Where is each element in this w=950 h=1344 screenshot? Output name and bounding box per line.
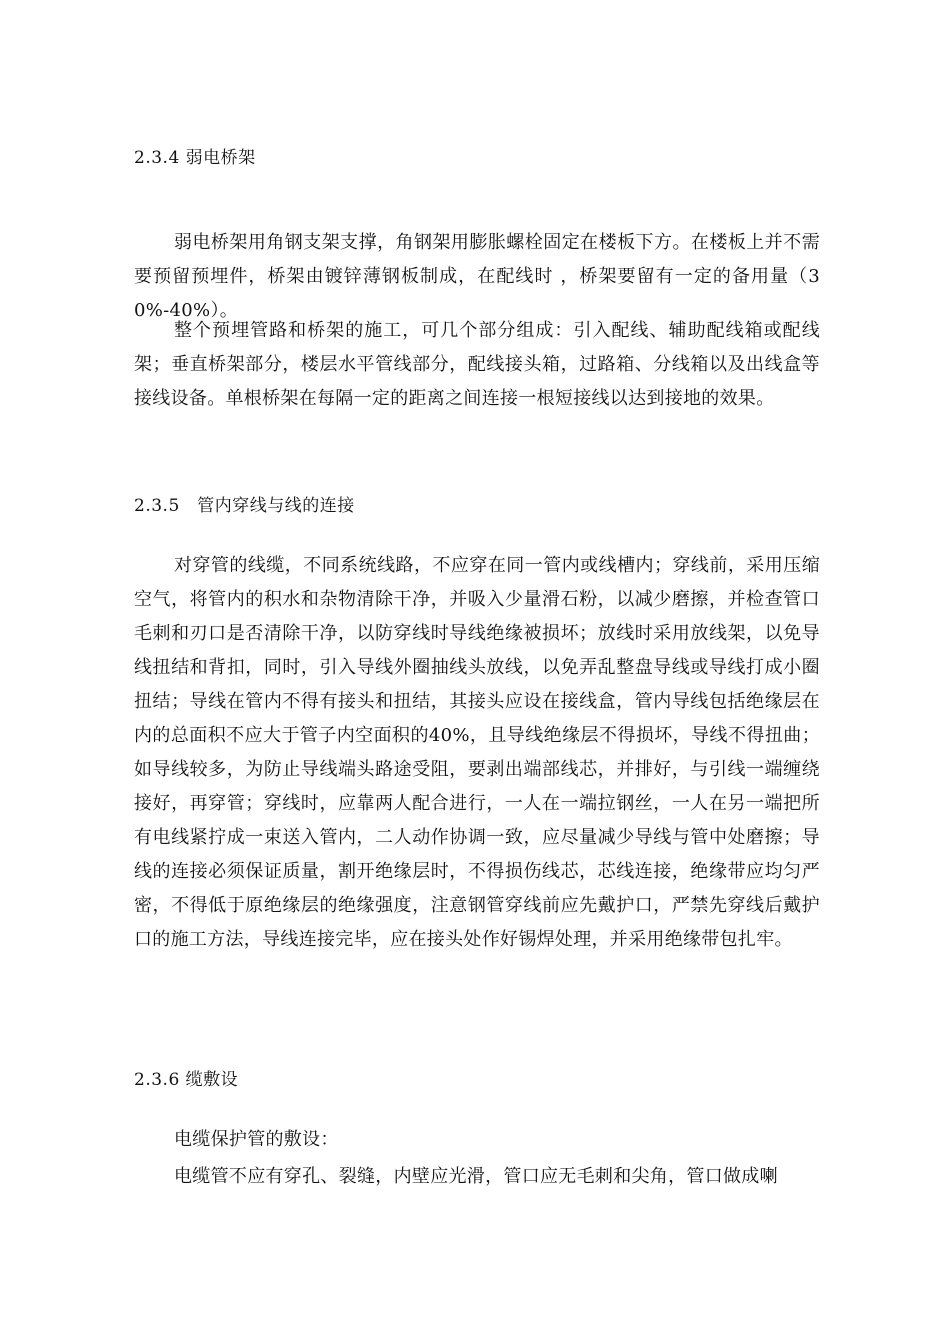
paragraph-conduit-and-tray-construction: 整个预埋管路和桥架的施工，可几个部分组成：引入配线、辅助配线箱或配线架；垂直桥架部分，楼层水平管线部分，配线接头箱，过路箱、分线箱以及出线盒等接线设备。单根桥架在每隔一定的距离之间连接一根短接线以达到接地的效果。: [134, 320, 820, 409]
paragraph-protection-pipe-title: 电缆保护管的敷设：: [174, 1129, 339, 1150]
section-heading-2-3-5: 2.3.5 管内穿线与线的连接: [134, 496, 355, 516]
section-heading-2-3-6: 2.3.6 缆敷设: [134, 1070, 239, 1090]
paragraph-wire-threading: 对穿管的线缆，不同系统线路，不应穿在同一管内或线槽内；穿线前，采用压缩空气，将管内的积水和杂物清除干净，并吸入少量滑石粉，以减少磨擦，并检查管口毛刺和刃口是否清除干净，以防穿线时导线绝缘被损坏；放线时采用放线架，以免导线扭结和背扣，同时，引入导线外圈抽线头放线，以免弄乱整盘导线或导线打成小圈扭结；导线在管内不得有接头和扭结，其接头应设在接线盒，管内导线包括绝缘层在内的总面积不应大于管子内空面积的40%，且导线绝缘层不得损坏，导线不得扭曲；如导线较多，为防止导线端头路途受阻，要剥出端部线芯，并排好，与引线一端缠绕接好，再穿管；穿线时，应靠两人配合进行，一人在一端拉钢丝，一人在另一端把所有电线紧拧成一束送入管内，二人动作协调一致，应尽量减少导线与管中处磨擦；导线的连接必须保证质量，割开绝缘层时，不得损伤线芯，芯线连接，绝缘带应均匀严密，不得低于原绝缘层的绝缘强度，注意钢管穿线前应先戴护口，严禁先穿线后戴护口的施工方法，导线连接完毕，应在接头处作好锡焊处理，并采用绝缘带包扎牢。: [134, 555, 820, 950]
section-heading-2-3-4: 2.3.4 弱电桥架: [134, 148, 256, 168]
paragraph-protection-pipe-requirements: 电缆管不应有穿孔、裂缝，内壁应光滑，管口应无毛刺和尖角，管口做成喇: [174, 1166, 778, 1187]
paragraph-cable-tray-support: 弱电桥架用角钢支架支撑，角钢架用膨胀螺栓固定在楼板下方。在楼板上并不需要预留预埋件，桥架由镀锌薄钢板制成，在配线时 ，桥架要留有一定的备用量（30%-40%）。: [134, 232, 820, 321]
